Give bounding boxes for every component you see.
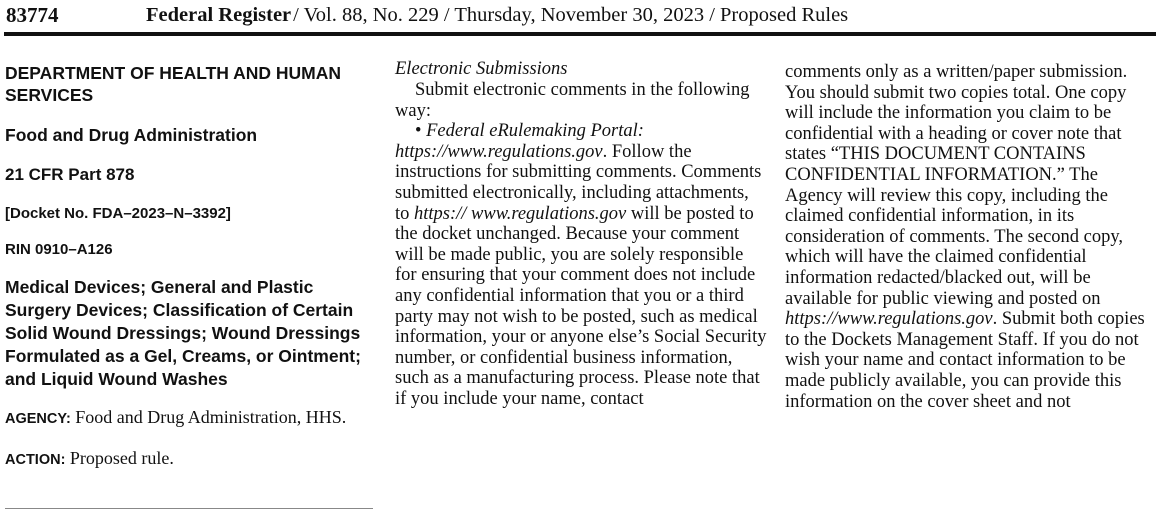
- cfr-heading: 21 CFR Part 878: [5, 165, 135, 184]
- bullet: •: [415, 121, 427, 142]
- paper-submission-paragraph: [785, 62, 1157, 412]
- action-value: Proposed rule.: [65, 448, 174, 468]
- action-line: [5, 448, 370, 471]
- rule-title: Medical Devices; General and Plastic Surgery Devices; Classification of Certain Solid Wound Dressings; Wound Dressings Formulated as a Gel, Creams, or Ointment; and Liquid Wound Washes: [5, 277, 361, 389]
- department-heading: DEPARTMENT OF HEALTH AND HUMAN SERVICES: [5, 63, 342, 105]
- portal-text-b: will be posted to the docket unchanged. Because your comment will be made public, you are solely responsible for ensuring that your comment does not include any confidential information that you or a third party may not wish to be posted, such as medical information, your or anyone else’s Social Security number, or confidential business information, such as a manufacturing process. Please note that if you include your name, contact: [395, 203, 767, 409]
- column-bottom-rule: [5, 508, 373, 509]
- right-column: [785, 62, 1157, 412]
- rin-number: RIN 0910–A126: [5, 241, 113, 258]
- agency-value: Food and Drug Administration, HHS.: [70, 407, 347, 427]
- header-rule: [4, 32, 1156, 36]
- regulations-link-3[interactable]: https://www.regulations.gov: [785, 309, 993, 330]
- portal-label: Federal eRulemaking Portal:: [426, 121, 644, 142]
- portal-paragraph: [395, 121, 767, 409]
- middle-column: [395, 58, 767, 410]
- right-text-b: . Submit both copies to the Dockets Management Staff. If you do not wish your name and contact information to be made publicly available, you can provide this information on the cover sheet and not: [785, 309, 1145, 412]
- electronic-submissions-heading: Electronic Submissions: [395, 59, 568, 79]
- portal-text-a: . Follow the instructions for submitting comments. Comments submitted electronically, including attachments, to: [395, 141, 762, 224]
- publication-title: Federal Register: [146, 3, 292, 26]
- agency-heading: Food and Drug Administration: [5, 125, 258, 145]
- action-label: ACTION:: [5, 452, 66, 468]
- left-column: [5, 58, 370, 489]
- running-header: [6, 0, 1154, 30]
- agency-line: [5, 407, 370, 430]
- right-text-a: comments only as a written/paper submission. You should submit two copies total. One copy will include the information you claim to be confidential with a heading or cover note that states “THIS DOCUMENT CONTAINS CONFIDENTIAL INFORMATION.” The Agency will review this copy, including the claimed confidential information, in its consideration of comments. The second copy, which will have the claimed confidential information redacted/blacked out, will be available for public viewing and posted on: [785, 62, 1128, 309]
- issue-info: / Vol. 88, No. 229 / Thursday, November 30, 2023 / Proposed Rules: [293, 3, 849, 26]
- intro-paragraph: Submit electronic comments in the following way:: [395, 80, 750, 121]
- regulations-link-2[interactable]: https:// www.regulations.gov: [414, 203, 627, 224]
- page-number: 83774: [6, 2, 59, 27]
- docket-number: [Docket No. FDA–2023–N–3392]: [5, 205, 231, 222]
- agency-label: AGENCY:: [5, 411, 71, 427]
- regulations-link[interactable]: https://www.regulations.gov: [395, 141, 603, 162]
